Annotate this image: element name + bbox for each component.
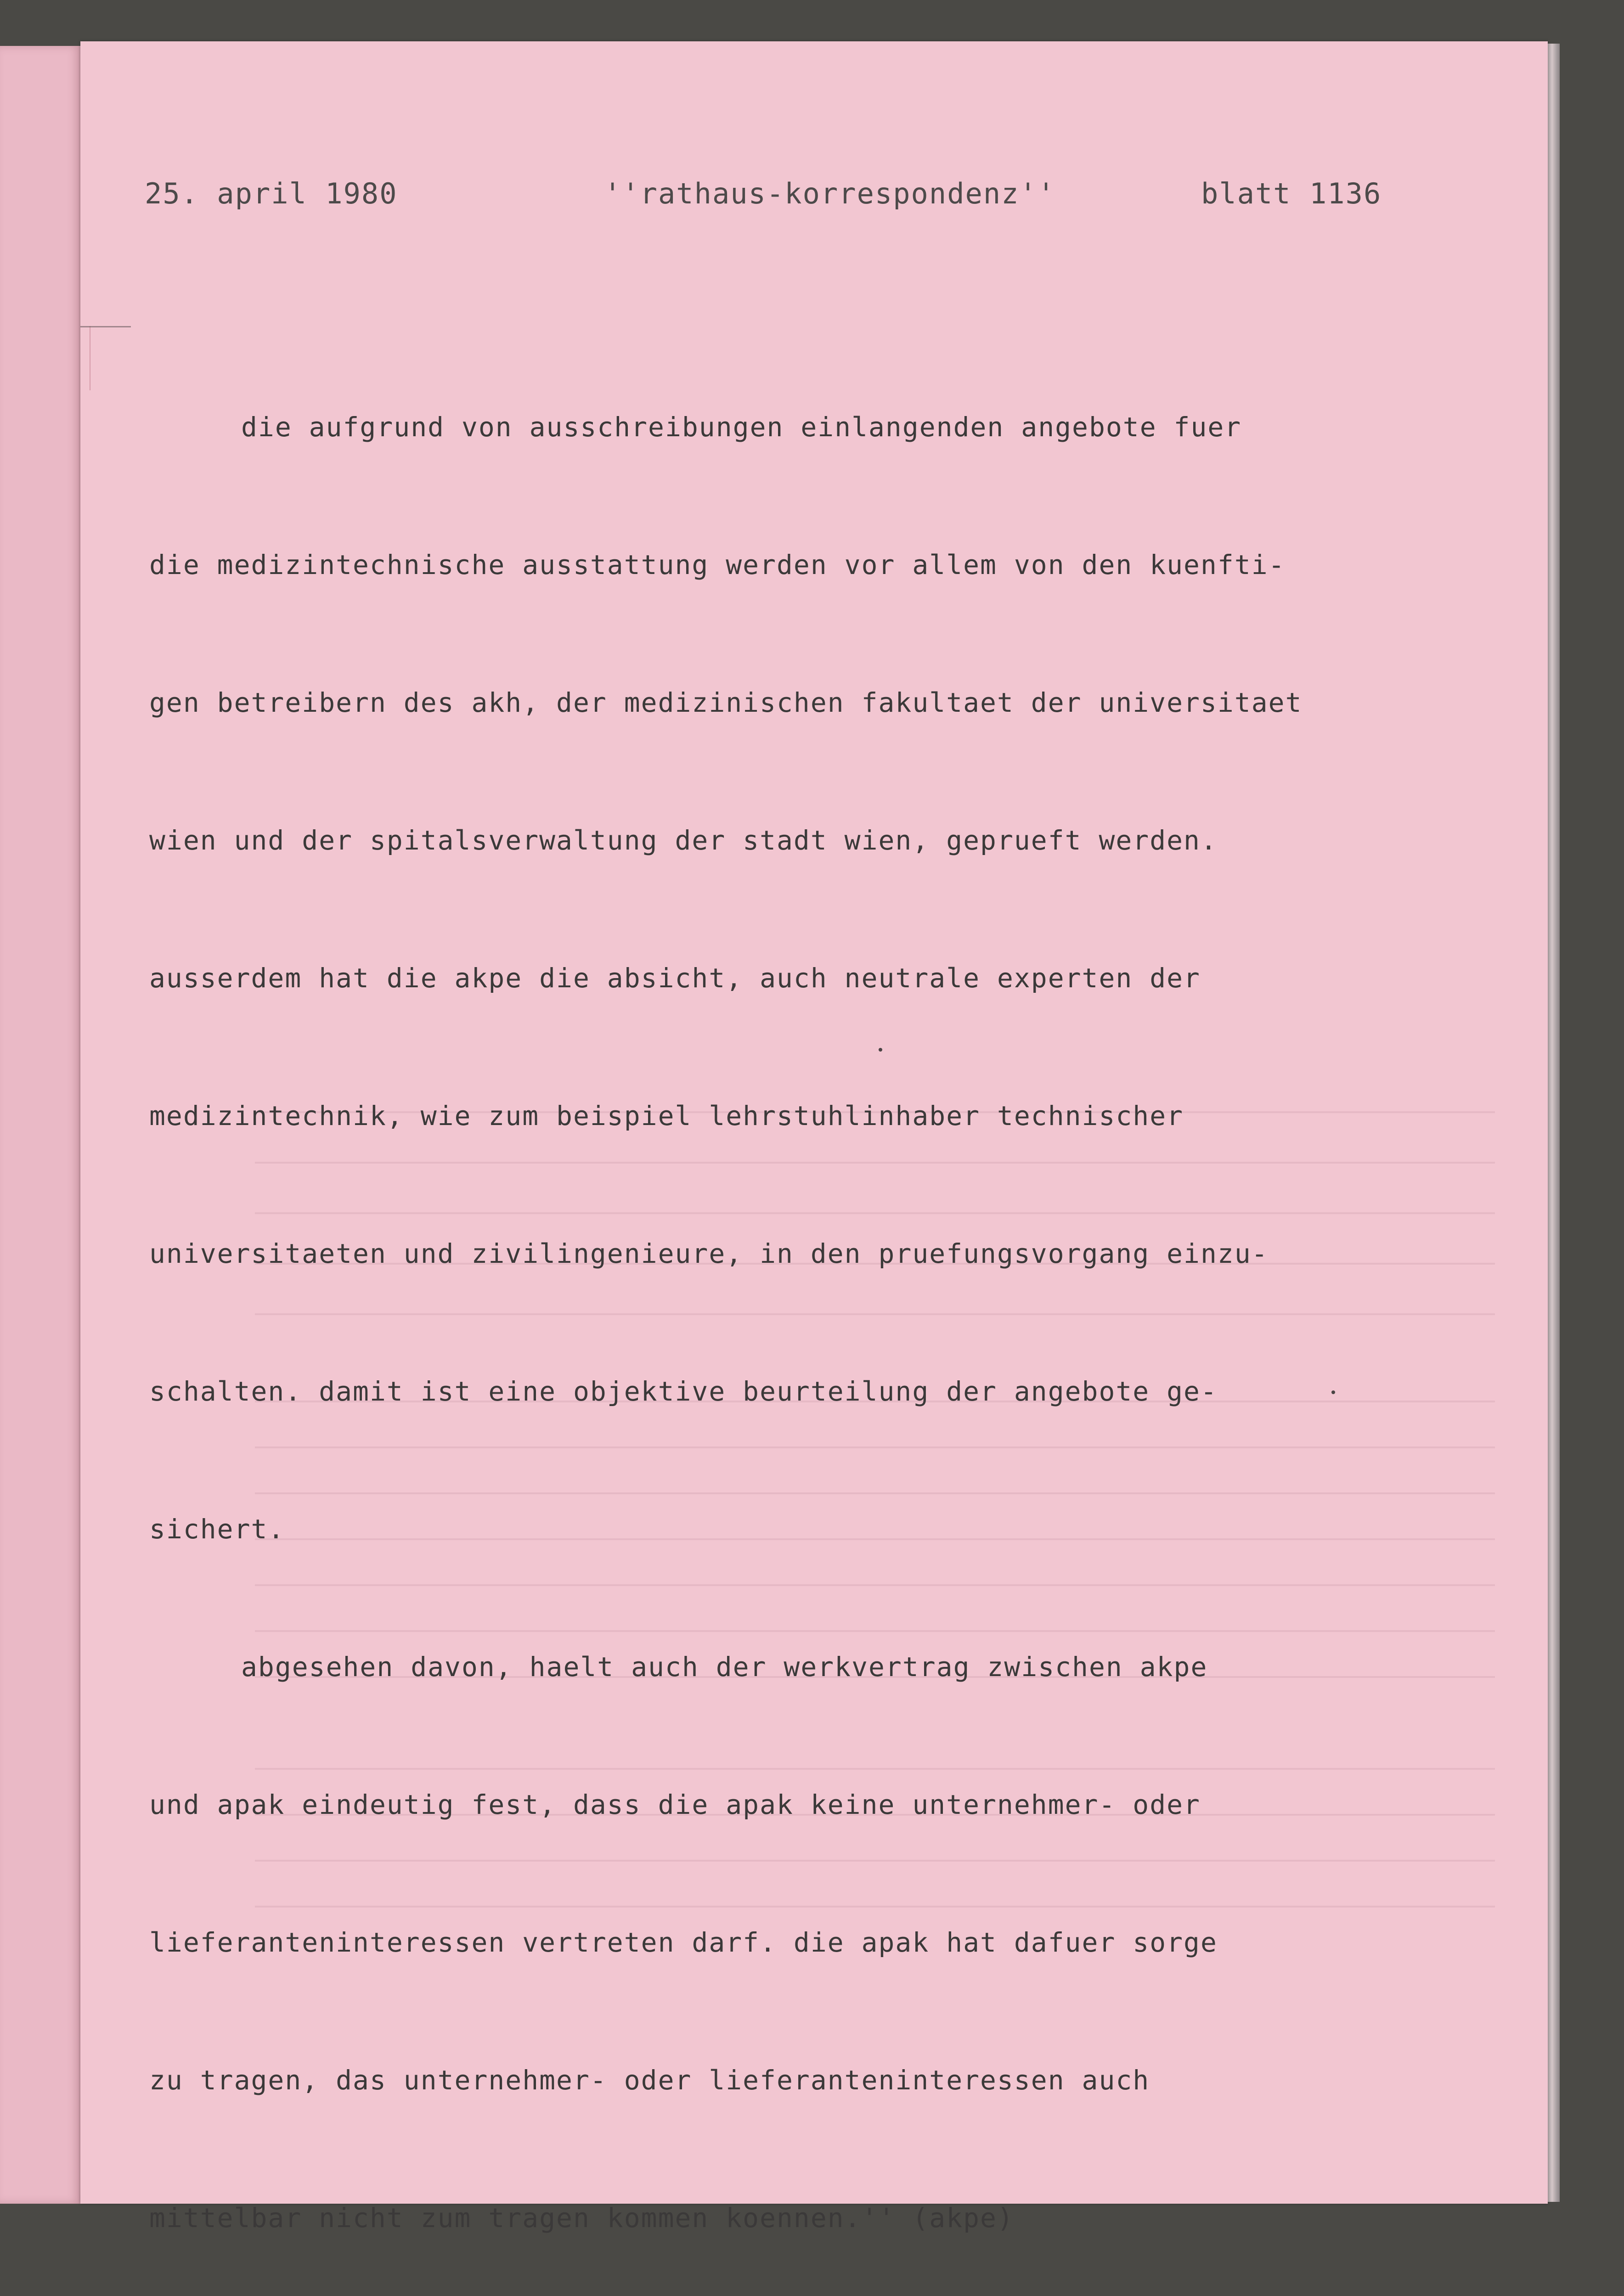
- text-line: zu tragen, das unternehmer- oder lieferanteninteressen auch: [149, 2065, 1150, 2096]
- text-line: sichert.: [149, 1514, 285, 1545]
- text-line: universitaeten und zivilingenieure, in den pruefungsvorgang einzu-: [149, 1238, 1269, 1269]
- header-publication: ''rathaus-korrespondenz'': [604, 177, 1056, 210]
- text-line: mittelbar nicht zum tragen kommen koennen.'' (akpe): [149, 2202, 1014, 2234]
- text-line: ausserdem hat die akpe die absicht, auch neutrale experten der: [149, 962, 1201, 994]
- previous-page-edge: [0, 46, 81, 2204]
- text-line: die aufgrund von ausschreibungen einlangenden angebote fuer: [241, 411, 1242, 443]
- text-line: die medizintechnische ausstattung werden vor allem von den kuenfti-: [149, 549, 1286, 580]
- text-line: lieferanteninteressen vertreten darf. die apak hat dafuer sorge: [149, 1927, 1218, 1958]
- header-date: 25. april 1980: [145, 177, 398, 210]
- margin-mark: [80, 326, 131, 327]
- text-line: und apak eindeutig fest, dass die apak keine unternehmer- oder: [149, 1789, 1201, 1820]
- page-header: [145, 177, 1421, 232]
- text-line: schalten. damit ist eine objektive beurteilung der angebote ge-: [149, 1376, 1218, 1407]
- text-line: wien und der spitalsverwaltung der stadt wien, geprueft werden.: [149, 825, 1218, 856]
- header-sheet-number: blatt 1136: [1201, 177, 1382, 210]
- text-line: medizintechnik, wie zum beispiel lehrstuhlinhaber technischer: [149, 1100, 1184, 1131]
- text-line: gen betreibern des akh, der medizinischen fakultaet der universitaet: [149, 687, 1303, 718]
- body-text: [149, 312, 1426, 2296]
- text-line: abgesehen davon, haelt auch der werkvertrag zwischen akpe: [241, 1651, 1208, 1683]
